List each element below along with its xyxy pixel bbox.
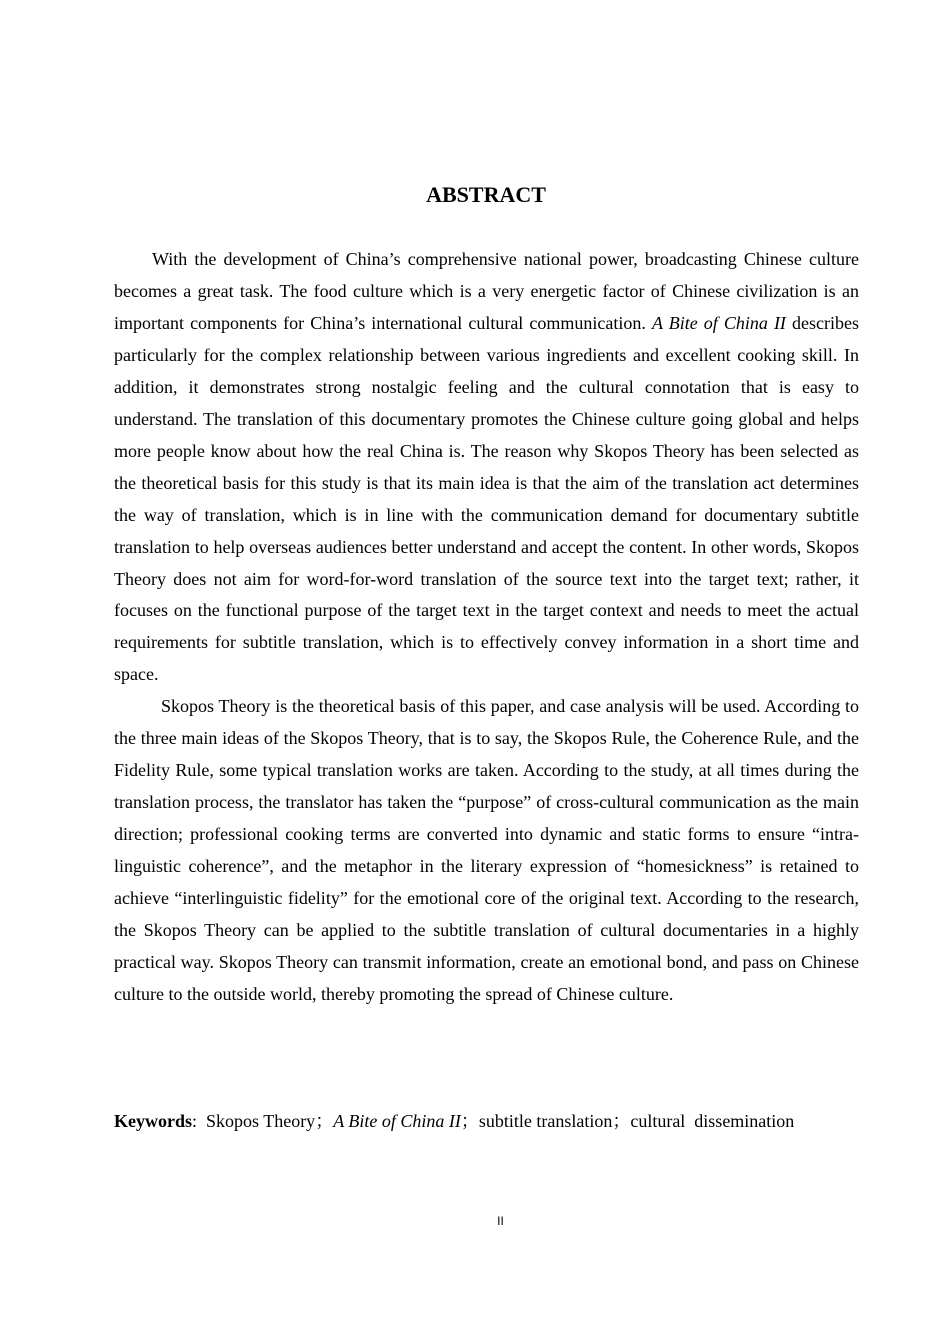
keyword-separator: ； — [315, 1111, 334, 1131]
documentary-title-italic: A Bite of China II — [651, 312, 786, 333]
keyword-item: A Bite of China II — [333, 1111, 461, 1131]
abstract-paragraph-1 — [114, 244, 859, 691]
paragraph-1-text-a: With the development of China’s comprehensive national power, broadcasting Chinese culture becomes a great task. The food culture which is a very energetic factor of Chinese civilization is an important components for China’s international cultural communication. — [114, 249, 859, 333]
keyword-item: subtitle translation — [478, 1111, 613, 1131]
keywords-label: Keywords — [114, 1111, 192, 1131]
abstract-body — [114, 244, 859, 1011]
abstract-title: ABSTRACT — [426, 182, 546, 207]
keywords-line — [114, 1107, 874, 1135]
paragraph-1-text-b: describes particularly for the complex relationship between various ingredients and excellent cooking skill. In addition, it demonstrates strong nostalgic feeling and the cultural connotation that is easy to understand. The translation of this documentary promotes the Chinese culture going global and helps more people know about how the real China is. The reason why Skopos Theory has been selected as the theoretical basis for this study is that its main idea is that the aim of the translation act determines the way of translation, which is in line with the communication demand for documentary subtitle translation to help overseas audiences better understand and accept the content. In other words, Skopos Theory does not aim for word-for-word translation of the source text into the target text; rather, it focuses on the functional purpose of the target text in the target context and needs to meet the actual requirements for subtitle translation, which is to effectively convey information in a short time and space. — [114, 312, 859, 685]
keyword-item: cultural dissemination — [630, 1111, 795, 1131]
keywords-colon: : — [192, 1111, 198, 1131]
keyword-item: Skopos Theory — [206, 1111, 316, 1131]
keyword-separator: ； — [460, 1111, 479, 1131]
abstract-paragraph-2: Skopos Theory is the theoretical basis of this paper, and case analysis will be used. According to the three main ideas of the Skopos Theory, that is to say, the Skopos Rule, the Coherence Rule, and the Fidelity Rule, some typical translation works are taken. According to the study, at all times during the translation process, the translator has taken the “purpose” of cross-cultural communication as the main direction; professional cooking terms are converted into dynamic and static forms to ensure “intra-linguistic coherence”, and the metaphor in the literary expression of “homesickness” is retained to achieve “interlinguistic fidelity” for the emotional core of the original text. According to the research, the Skopos Theory can be applied to the subtitle translation of cultural documentaries in a highly practical way. Skopos Theory can transmit information, create an emotional bond, and pass on Chinese culture to the outside world, thereby promoting the spread of Chinese culture. — [114, 696, 859, 1004]
keyword-separator: ； — [612, 1111, 631, 1131]
page-number: II — [497, 1214, 504, 1228]
